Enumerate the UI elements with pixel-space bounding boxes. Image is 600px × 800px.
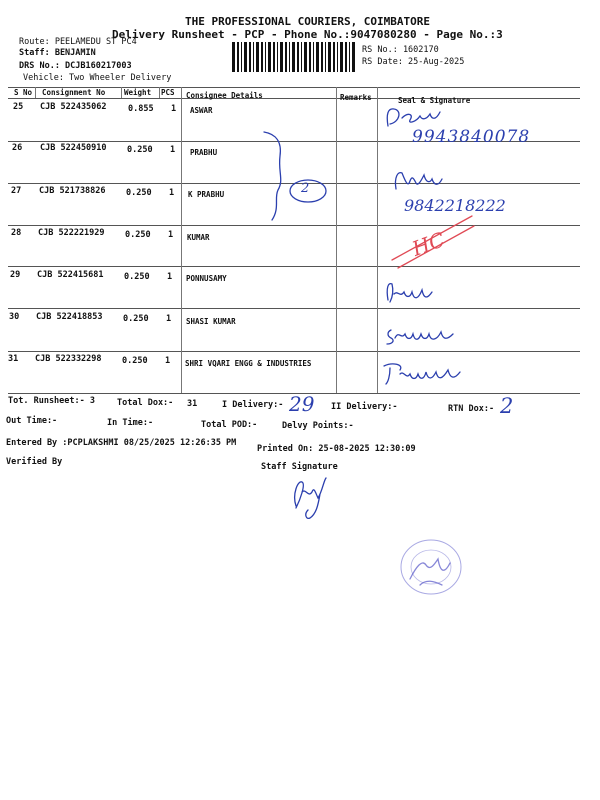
- printed-on: Printed On: 25-08-2025 12:30:09: [257, 444, 416, 454]
- row-consignment: CJB 521738826: [39, 186, 106, 196]
- tot-runsheet: Tot. Runsheet:- 3: [8, 396, 95, 406]
- col-consignee: Consignee Details: [186, 91, 263, 100]
- row-consignee: K PRABHU: [188, 190, 225, 199]
- runsheet-subtitle: Delivery Runsheet - PCP - Phone No.:9047080280 - Page No.:3: [112, 28, 503, 41]
- staff-signature: [286, 470, 346, 522]
- signature-row-29: [384, 278, 444, 308]
- drs-number: DRS No.: DCJB160217003: [19, 61, 132, 71]
- row-sno: 31: [8, 354, 19, 364]
- row-sno: 27: [11, 186, 22, 196]
- row-pcs: 1: [165, 356, 171, 366]
- barcode-icon: [232, 42, 356, 72]
- row-sno: 25: [13, 102, 24, 112]
- verified-by: Verified By: [6, 457, 63, 467]
- row-pcs: 1: [167, 272, 173, 282]
- row-pcs: 1: [166, 314, 172, 324]
- row-weight: 0.250: [124, 272, 150, 282]
- ii-delivery-label: II Delivery:-: [331, 402, 398, 412]
- row-consignee: SHASI KUMAR: [186, 317, 236, 326]
- signature-row-27: [392, 165, 452, 195]
- total-pod-label: Total POD:-: [201, 420, 258, 430]
- staff-signature-label: Staff Signature: [261, 462, 338, 472]
- circled-number: 2: [301, 181, 310, 196]
- col-seal-signature: Seal & Signature: [398, 96, 471, 105]
- row-consignee: PRABHU: [190, 148, 218, 157]
- row-sno: 28: [11, 228, 22, 238]
- row-consignee: ASWAR: [190, 106, 213, 115]
- row-consignment: CJB 522221929: [38, 228, 105, 238]
- total-dox-value: 31: [187, 399, 198, 409]
- row-consignee: KUMAR: [187, 233, 210, 242]
- signature-row-31: [378, 358, 468, 388]
- row-weight: 0.250: [127, 145, 153, 155]
- rtn-dox-label: RTN Dox:-: [448, 404, 495, 414]
- delvy-points-label: Delvy Points:-: [282, 421, 354, 431]
- vehicle-label: Vehicle: Two Wheeler Delivery: [23, 73, 172, 83]
- row-consignment: CJB 522450910: [40, 143, 107, 153]
- col-weight: Weight: [124, 88, 152, 97]
- row-weight: 0.250: [122, 356, 148, 366]
- entered-by: Entered By :PCPLAKSHMI 08/25/2025 12:26:35 PM: [6, 438, 237, 448]
- i-delivery-label: I Delivery:-: [222, 400, 284, 410]
- row-consignment: CJB 522435062: [40, 102, 107, 112]
- col-sno: S No: [14, 88, 33, 97]
- bracket-mark: [262, 128, 332, 228]
- row-pcs: 1: [169, 188, 175, 198]
- row-weight: 0.250: [125, 230, 151, 240]
- company-name: THE PROFESSIONAL COURIERS, COIMBATORE: [185, 15, 431, 28]
- staff-label: Staff: BENJAMIN: [19, 48, 96, 58]
- row-pcs: 1: [171, 104, 177, 114]
- row-sno: 30: [9, 312, 20, 322]
- row-consignee: SHRI VQARI ENGG & INDUSTRIES: [185, 359, 312, 368]
- hc-text: HC: [408, 227, 448, 261]
- out-time-label: Out Time:-: [6, 416, 58, 426]
- row-weight: 0.855: [128, 104, 154, 114]
- total-dox-label: Total Dox:-: [117, 398, 174, 408]
- signature-row-30: [383, 320, 463, 350]
- rs-date: RS Date: 25-Aug-2025: [362, 57, 465, 67]
- rs-number: RS No.: 1602170: [362, 45, 439, 55]
- rtn-dox-value: 2: [500, 394, 514, 418]
- row-consignment: CJB 522332298: [35, 354, 102, 364]
- col-remarks: Remarks: [340, 93, 372, 102]
- handwritten-phone-1: 9943840078: [412, 127, 531, 147]
- col-consignment: Consignment No: [42, 88, 106, 97]
- route-label: Route: PEELAMEDU ST PC4: [19, 37, 137, 47]
- row-pcs: 1: [170, 145, 176, 155]
- row-pcs: 1: [168, 230, 174, 240]
- row-consignment: CJB 522415681: [37, 270, 104, 280]
- i-delivery-value: 29: [289, 392, 315, 416]
- row-weight: 0.250: [126, 188, 152, 198]
- row-sno: 26: [12, 143, 23, 153]
- row-weight: 0.250: [123, 314, 149, 324]
- col-pcs: PCS: [161, 88, 175, 97]
- round-stamp-icon: [396, 535, 466, 599]
- row-consignment: CJB 522418853: [36, 312, 103, 322]
- row-consignee: PONNUSAMY: [186, 274, 227, 283]
- handwritten-phone-2: 9842218222: [404, 196, 506, 215]
- in-time-label: In Time:-: [107, 418, 154, 428]
- row-sno: 29: [10, 270, 21, 280]
